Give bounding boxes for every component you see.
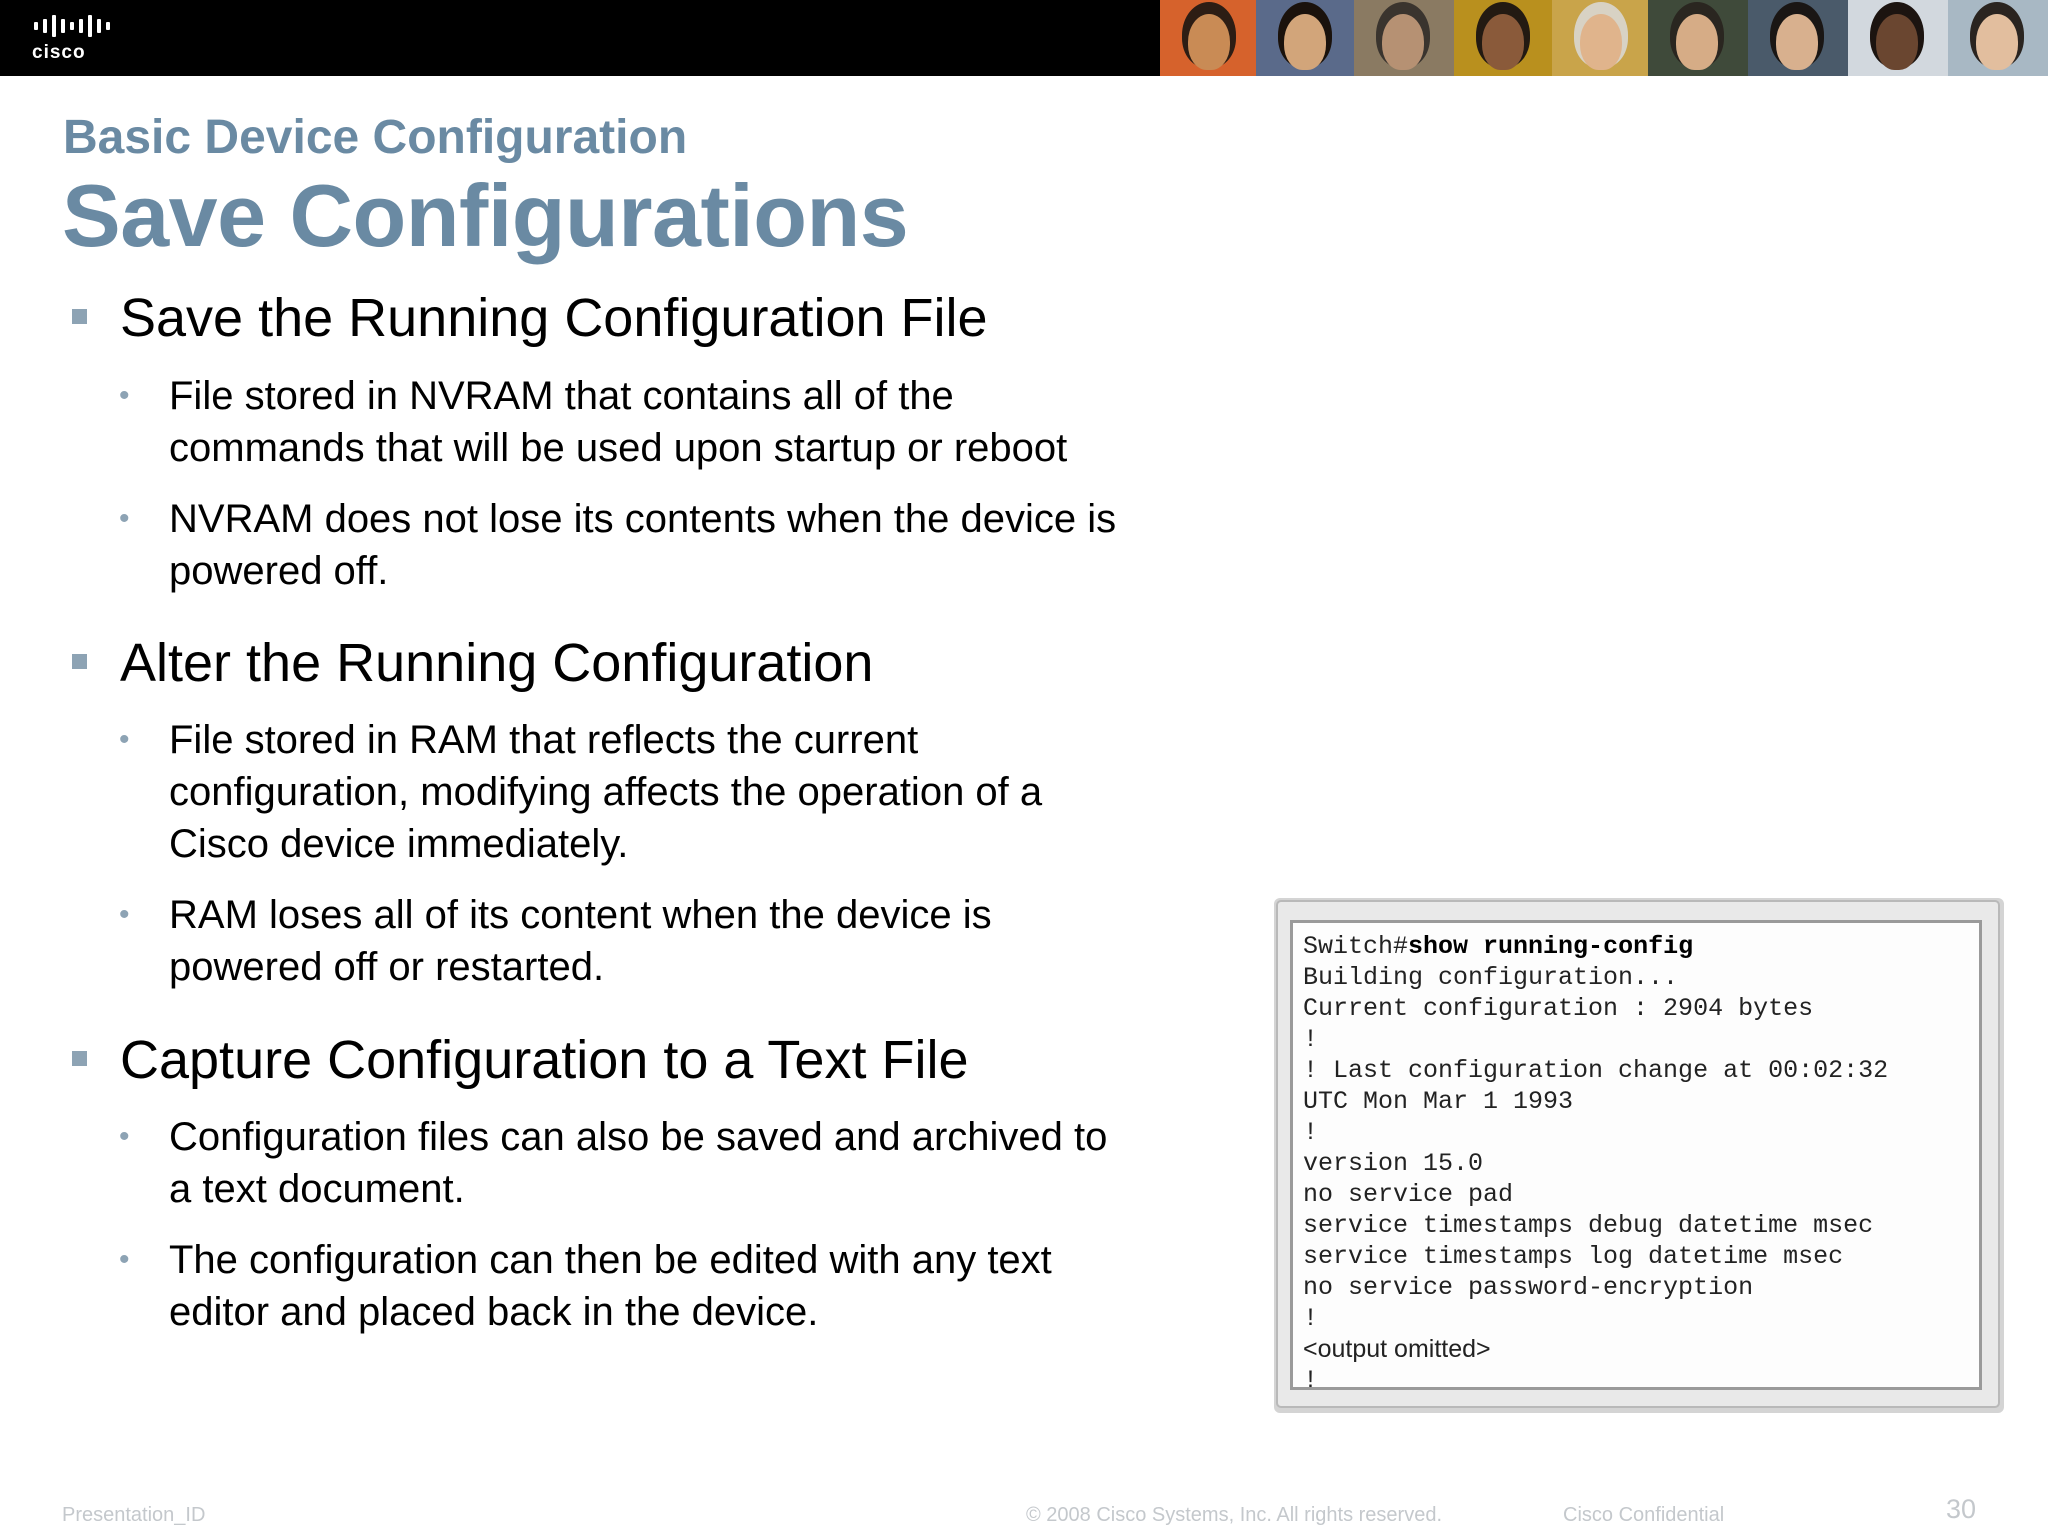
header-photo <box>1160 0 1256 76</box>
photo-face <box>1976 14 2018 70</box>
bullet-line: powered off. <box>169 549 389 593</box>
bullet-line: Configuration files can also be saved and archived to <box>169 1115 1108 1159</box>
terminal-line: Current configuration : 2904 bytes <box>1303 994 1814 1023</box>
square-bullet-icon <box>72 1051 87 1066</box>
terminal-line: ! <box>1303 1118 1319 1147</box>
terminal-line: ! <box>1303 1366 1319 1390</box>
terminal-line: ! Last configuration change at 00:02:32 <box>1303 1056 1889 1085</box>
bullet-line: File stored in RAM that reflects the current <box>169 718 919 762</box>
header-photo <box>1648 0 1748 76</box>
photo-face <box>1776 14 1818 70</box>
photo-face <box>1382 14 1424 70</box>
bullet-line: powered off or restarted. <box>169 945 605 989</box>
bullet-line: a text document. <box>169 1167 465 1211</box>
terminal-output <box>1290 920 1982 1390</box>
photo-face <box>1188 14 1230 70</box>
terminal-line: ! <box>1303 1304 1319 1333</box>
bullet-line: Cisco device immediately. <box>169 822 629 866</box>
bullet-line: File stored in NVRAM that contains all of the <box>169 374 954 418</box>
terminal-line: <output omitted> <box>1303 1335 1491 1363</box>
bullet-line: NVRAM does not lose its contents when the device is <box>169 497 1117 541</box>
dot-bullet-icon: • <box>119 502 130 535</box>
bullet-line: commands that will be used upon startup or reboot <box>169 426 1068 470</box>
slide-title: Save Configurations <box>62 166 909 265</box>
bullet-line: editor and placed back in the device. <box>169 1290 819 1334</box>
square-bullet-icon <box>72 309 87 324</box>
footer-copyright: © 2008 Cisco Systems, Inc. All rights reserved. <box>1026 1504 1443 1526</box>
terminal-command-line <box>1303 931 1979 962</box>
dot-bullet-icon: • <box>119 1120 130 1153</box>
header-photo <box>1256 0 1354 76</box>
logo-text: cisco <box>32 42 86 63</box>
terminal-line: Building configuration... <box>1303 963 1679 992</box>
slide-subtitle: Basic Device Configuration <box>63 111 688 164</box>
cisco-logo <box>32 14 116 64</box>
terminal-line: ! <box>1303 1025 1319 1054</box>
terminal-line: version 15.0 <box>1303 1149 1484 1178</box>
header-bar <box>0 0 2048 76</box>
header-photo <box>1848 0 1948 76</box>
footer-presentation-id: Presentation_ID <box>62 1504 206 1526</box>
section-heading: Alter the Running Configuration <box>120 633 874 693</box>
terminal-command: show running-config <box>1408 932 1694 961</box>
photo-face <box>1876 14 1918 70</box>
section-heading: Save the Running Configuration File <box>120 288 988 348</box>
terminal-line: service timestamps log datetime msec <box>1303 1242 1844 1271</box>
header-photo <box>1748 0 1848 76</box>
terminal-prompt: Switch# <box>1303 932 1409 961</box>
photo-face <box>1482 14 1524 70</box>
dot-bullet-icon: • <box>119 723 130 756</box>
terminal-line: no service pad <box>1303 1180 1514 1209</box>
square-bullet-icon <box>72 654 87 669</box>
dot-bullet-icon: • <box>119 379 130 412</box>
bullet-line: configuration, modifying affects the operation of a <box>169 770 1043 814</box>
dot-bullet-icon: • <box>119 898 130 931</box>
photo-face <box>1284 14 1326 70</box>
bullet-line: The configuration can then be edited with any text <box>169 1238 1052 1282</box>
photo-face <box>1676 14 1718 70</box>
photo-face <box>1580 14 1622 70</box>
cisco-bridge-bars-icon <box>34 14 116 38</box>
header-photo-strip <box>1160 0 2048 76</box>
header-photo <box>1354 0 1454 76</box>
bullet-line: RAM loses all of its content when the device is <box>169 893 992 937</box>
header-photo <box>1948 0 2048 76</box>
terminal-line: service timestamps debug datetime msec <box>1303 1211 1874 1240</box>
section-heading: Capture Configuration to a Text File <box>120 1030 969 1090</box>
page-number: 30 <box>1946 1494 1977 1524</box>
header-photo <box>1454 0 1552 76</box>
terminal-line: UTC Mon Mar 1 1993 <box>1303 1087 1574 1116</box>
terminal-line: no service password-encryption <box>1303 1273 1754 1302</box>
header-photo <box>1552 0 1648 76</box>
footer-confidential: Cisco Confidential <box>1563 1504 1725 1526</box>
dot-bullet-icon: • <box>119 1243 130 1276</box>
